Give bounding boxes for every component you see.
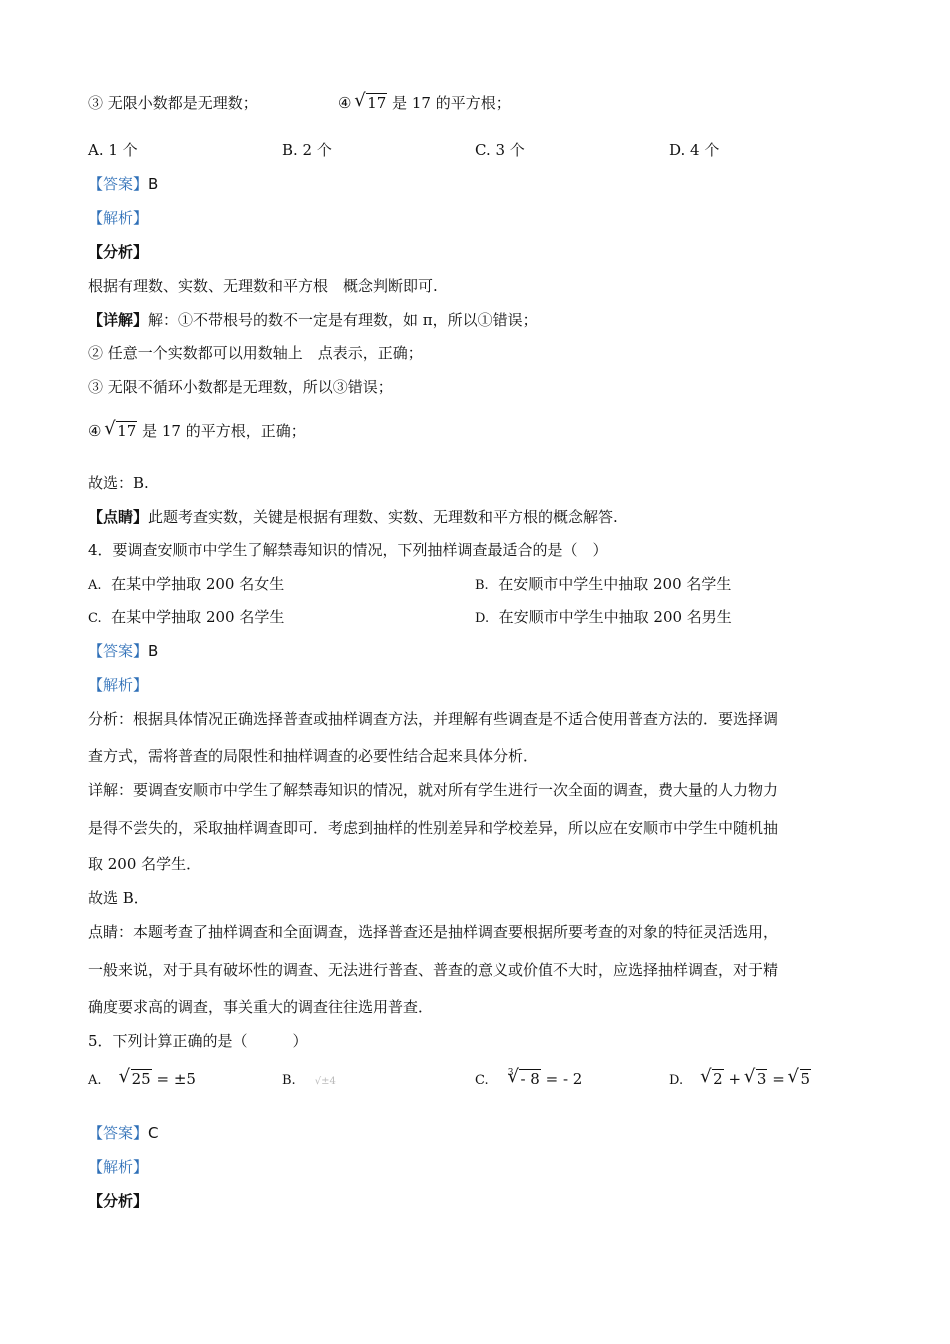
cube-root-index: 3 bbox=[507, 1068, 514, 1078]
q3-option-b: B. 2 个 bbox=[282, 141, 332, 159]
q5-option-b-formula: √±4 bbox=[314, 1076, 336, 1087]
q5-option-b: B. √±4 bbox=[282, 1073, 336, 1088]
q4-option-a: A. 在某中学抽取 200 名女生 bbox=[88, 575, 285, 593]
q5-analysis-tag: 【解析】 bbox=[88, 1158, 149, 1176]
sqrt-17: √ 17 bbox=[356, 93, 387, 113]
q4-analysis-line-2: 查方式，需将普查的局限性和抽样调查的必要性结合起来具体分析． bbox=[88, 747, 539, 765]
q5-option-c: C. $^3$√ - 8 = - 2 bbox=[475, 1069, 582, 1092]
q5-option-d: D. √ 2 + √ 3 = √ 5 bbox=[669, 1069, 811, 1091]
q3-detail-line-2: ② 任意一个实数都可以用数轴上 点表示，正确； bbox=[88, 344, 423, 362]
sqrt-2: √ 2 bbox=[702, 1069, 724, 1089]
q3-analysis-tag: 【解析】 bbox=[88, 209, 149, 227]
q4-detail-line-2: 是得不尝失的，采取抽样调查即可．考虑到抽样的性别差异和学校差异，所以应在安顺市中学生中随机抽 bbox=[88, 819, 779, 837]
q4-comment-line-3: 确度要求高的调查，事关重大的调查往往选用普查． bbox=[88, 998, 434, 1016]
q4-comment-line-1: 点睛：本题考查了抽样调查和全面调查，选择普查还是抽样调查要根据所要考查的对象的特征灵活选用， bbox=[88, 923, 779, 941]
q5-fenxi-tag: 【分析】 bbox=[88, 1192, 149, 1210]
q4-choose: 故选 B． bbox=[88, 889, 149, 907]
q3-detail-line-3: ③ 无限不循环小数都是无理数，所以③错误； bbox=[88, 378, 393, 396]
q3-statement-4 bbox=[338, 93, 511, 113]
q4-comment-line-2: 一般来说，对于具有破坏性的调查、无法进行普查、普查的意义或价值不大时，应选择抽样调查，对于精 bbox=[88, 961, 779, 979]
q4-option-d: D. 在安顺市中学生中抽取 200 名男生 bbox=[475, 608, 732, 626]
q3-answer-value: B bbox=[148, 175, 159, 193]
q3-item4-prefix: ④ bbox=[338, 94, 352, 112]
q4-answer-value: B bbox=[148, 642, 159, 660]
q3-choose: 故选：B. bbox=[88, 474, 149, 492]
sqrt-17: √ 17 bbox=[106, 421, 137, 441]
sqrt-25: √ 25 bbox=[121, 1069, 152, 1089]
sqrt-3: √ 3 bbox=[746, 1069, 768, 1089]
q4-analysis-line-1: 分析：根据具体情况正确选择普查或抽样调查方法，并理解有些调查是不适合使用普查方法的．要选择调 bbox=[88, 710, 779, 728]
q4-stem: 4．要调查安顺市中学生了解禁毒知识的情况，下列抽样调查最适合的是（ ） bbox=[88, 541, 608, 559]
q3-comment: 【点睛】此题考查实数，关键是根据有理数、实数、无理数和平方根的概念解答. bbox=[88, 508, 618, 526]
sqrt-5: √ 5 bbox=[790, 1069, 812, 1089]
q5-answer-value: C bbox=[148, 1124, 159, 1142]
q4-option-b: B. 在安顺市中学生中抽取 200 名学生 bbox=[475, 575, 732, 593]
q4-detail-line-1: 详解：要调查安顺市中学生了解禁毒知识的情况，就对所有学生进行一次全面的调查，费大量的人力物力 bbox=[88, 781, 779, 799]
q3-answer: 【答案】B bbox=[88, 175, 159, 193]
q3-item3-text: ③ 无限小数都是无理数； bbox=[88, 94, 258, 112]
q3-option-d: D. 4 个 bbox=[669, 141, 720, 159]
q5-stem: 5．下列计算正确的是（ ） bbox=[88, 1032, 308, 1050]
q4-option-c: C. 在某中学抽取 200 名学生 bbox=[88, 608, 285, 626]
q4-analysis-tag: 【解析】 bbox=[88, 676, 149, 694]
q3-option-c: C. 3 个 bbox=[475, 141, 525, 159]
q3-item4-suffix: 是 17 的平方根； bbox=[392, 94, 511, 112]
q5-option-a: A. √ 25 = ±5 bbox=[88, 1069, 196, 1091]
cube-root: √ - 8 bbox=[509, 1069, 540, 1089]
q3-statement-3 bbox=[88, 93, 258, 113]
q4-detail-line-3: 取 200 名学生． bbox=[88, 855, 202, 873]
q4-answer: 【答案】B bbox=[88, 642, 159, 660]
q3-fenxi-tag: 【分析】 bbox=[88, 243, 149, 261]
q3-detail-line-1: 【详解】解：①不带根号的数不一定是有理数，如 π，所以①错误； bbox=[88, 311, 538, 329]
q3-detail-line-4: ④ √ 17 是 17 的平方根，正确； bbox=[88, 421, 306, 441]
q3-option-a: A. 1 个 bbox=[88, 141, 138, 159]
q3-fenxi-text: 根据有理数、实数、无理数和平方根 概念判断即可. bbox=[88, 277, 438, 295]
q5-answer: 【答案】C bbox=[88, 1124, 159, 1142]
